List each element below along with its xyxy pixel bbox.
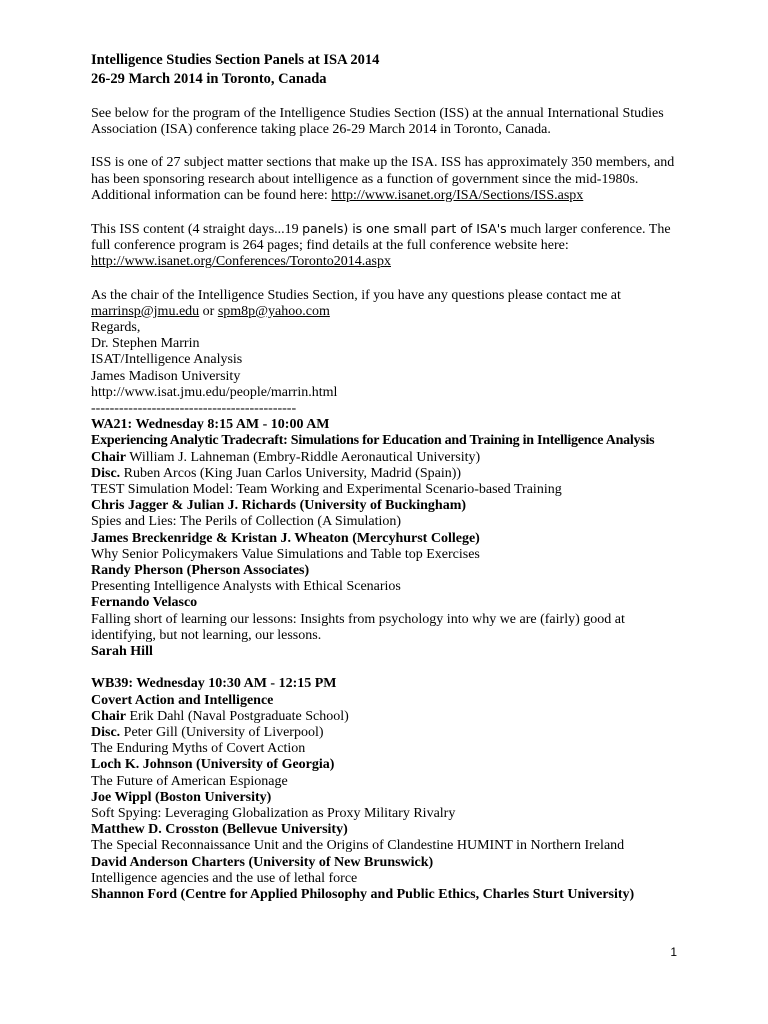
panel-chair (91, 709, 691, 725)
intro-paragraph-3-text-b: much larger conference. The full conference program is 264 pages; find details at the full conference website here: (91, 222, 671, 254)
signoff-regards: Regards, (91, 320, 141, 336)
panel-wb39 (91, 676, 691, 903)
disc-name: Ruben Arcos (King Juan Carlos University, Madrid (Spain)) (120, 465, 462, 481)
chair-label: Chair (91, 449, 126, 465)
paper-author: Fernando Velasco (91, 595, 198, 611)
disc-name: Peter Gill (University of Liverpool) (120, 724, 324, 740)
paper-author: Joe Wippl (Boston University) (91, 789, 272, 805)
email-link-jmu[interactable]: marrinsp@jmu.edu (91, 303, 200, 319)
paper-author: Shannon Ford (Centre for Applied Philosophy and Public Ethics, Charles Sturt University) (91, 886, 635, 902)
email-link-yahoo[interactable]: spm8p@yahoo.com (217, 303, 330, 319)
paper-title: Why Senior Policymakers Value Simulations and Table top Exercises (91, 546, 480, 562)
paper-author: Randy Pherson (Pherson Associates) (91, 563, 310, 579)
title-line-2: 26-29 March 2014 in Toronto, Canada (91, 71, 327, 87)
document-body (91, 51, 691, 903)
panel-title: Experiencing Analytic Tradecraft: Simulations for Education and Training in Intelligence Analysis (91, 433, 655, 449)
paper-title: The Enduring Myths of Covert Action (91, 741, 306, 757)
intro-paragraph-2 (91, 155, 691, 204)
signoff-name: Dr. Stephen Marrin (91, 336, 200, 352)
document-title (91, 51, 691, 89)
paper-title: Soft Spying: Leveraging Globalization as Proxy Military Rivalry (91, 805, 456, 821)
paper-title: Intelligence agencies and the use of lethal force (91, 870, 358, 886)
contact-paragraph: As the chair of the Intelligence Studies Section, if you have any questions please contact me at (91, 287, 621, 303)
intro-paragraph-3 (91, 221, 691, 271)
divider-line: -------------------------------------------- (91, 401, 297, 417)
title-line-1: Intelligence Studies Section Panels at ISA 2014 (91, 52, 380, 68)
paper-title: TEST Simulation Model: Team Working and Experimental Scenario-based Training (91, 482, 562, 498)
paper-title: Falling short of learning our lessons: Insights from psychology into why we are (fairly) good at identifying, but not learning, our lessons. (91, 611, 625, 643)
paper-author: James Breckenridge & Kristan J. Wheaton (Mercyhurst College) (91, 530, 480, 546)
signoff-dept: ISAT/Intelligence Analysis (91, 352, 243, 368)
paper-title: The Special Reconnaissance Unit and the Origins of Clandestine HUMINT in Northern Ireland (91, 838, 625, 854)
paper-author: Sarah Hill (91, 644, 153, 660)
panel-discussant (91, 466, 691, 482)
paper-title: Spies and Lies: The Perils of Collection (A Simulation) (91, 514, 402, 530)
iss-section-link[interactable]: http://www.isanet.org/ISA/Sections/ISS.aspx (331, 187, 584, 203)
paper-author: Matthew D. Crosston (Bellevue University) (91, 822, 348, 838)
signoff-university: James Madison University (91, 368, 241, 384)
panel-wa21 (91, 417, 691, 660)
contact-emails (91, 304, 691, 320)
disc-label: Disc. (91, 724, 121, 740)
panel-discussant (91, 725, 691, 741)
chair-name: Erik Dahl (Naval Postgraduate School) (126, 708, 349, 724)
disc-label: Disc. (91, 465, 121, 481)
intro-paragraph-1: See below for the program of the Intelligence Studies Section (ISS) at the annual International Studies Association (ISA) conference taking place 26-29 March 2014 in Toronto, Canada. (91, 106, 664, 138)
panel-code: WA21: Wednesday 8:15 AM - 10:00 AM (91, 417, 330, 433)
paper-author: David Anderson Charters (University of New Brunswick) (91, 854, 434, 870)
paper-title: The Future of American Espionage (91, 773, 288, 789)
email-or: or (199, 303, 218, 319)
conference-link[interactable]: http://www.isanet.org/Conferences/Toronto2014.aspx (91, 254, 391, 270)
intro-paragraph-3-panels: panels) is one small part of ISA's (302, 221, 507, 237)
intro-paragraph-3-text-a: This ISS content (4 straight days...19 (91, 222, 303, 238)
chair-label: Chair (91, 708, 126, 724)
paper-author: Chris Jagger & Julian J. Richards (University of Buckingham) (91, 498, 467, 514)
panel-title: Covert Action and Intelligence (91, 692, 274, 708)
chair-name: William J. Lahneman (Embry-Riddle Aeronautical University) (126, 449, 481, 465)
paper-author: Loch K. Johnson (University of Georgia) (91, 757, 335, 773)
panel-chair (91, 450, 691, 466)
page-number: 1 (670, 945, 677, 959)
paper-title: Presenting Intelligence Analysts with Ethical Scenarios (91, 579, 401, 595)
signoff-url: http://www.isat.jmu.edu/people/marrin.html (91, 384, 338, 400)
panel-code: WB39: Wednesday 10:30 AM - 12:15 PM (91, 676, 337, 692)
intro-paragraph-2-text: ISS is one of 27 subject matter sections that make up the ISA. ISS has approximately 350 members, and has been sponsoring research about intelligence as a function of government since the mid-1980s. Additional information can be found here: (91, 155, 675, 203)
